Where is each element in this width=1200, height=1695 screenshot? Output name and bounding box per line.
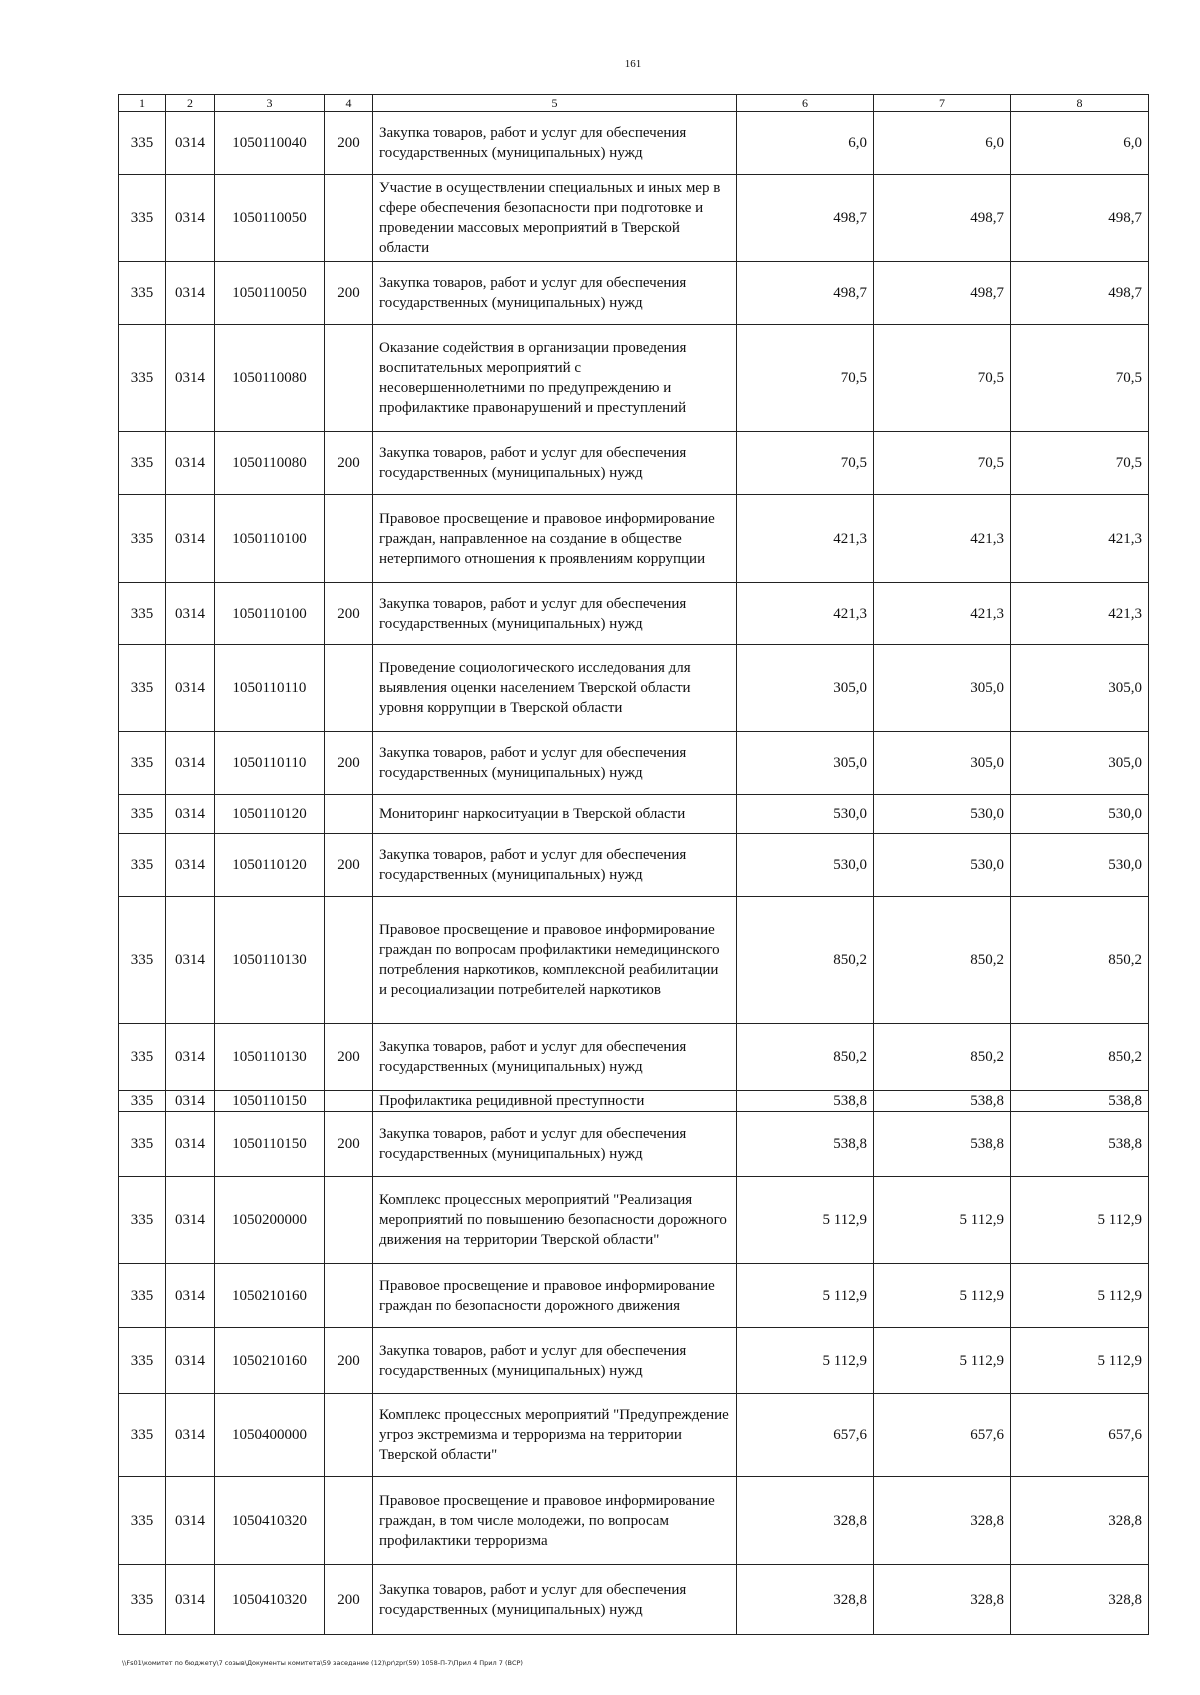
- amount-col8: 498,7: [1011, 262, 1149, 325]
- table-row: [119, 432, 1149, 495]
- amount-col7: 657,6: [874, 1394, 1011, 1477]
- ministry-code: 335: [119, 175, 166, 262]
- row-description: Закупка товаров, работ и услуг для обеспечения государственных (муниципальных) нужд: [373, 112, 737, 175]
- row-description: Закупка товаров, работ и услуг для обеспечения государственных (муниципальных) нужд: [373, 732, 737, 795]
- row-description: Закупка товаров, работ и услуг для обеспечения государственных (муниципальных) нужд: [373, 262, 737, 325]
- target-code: 1050110080: [215, 432, 325, 495]
- ministry-code: 335: [119, 495, 166, 583]
- amount-col6: 6,0: [737, 112, 874, 175]
- header-cell: 5: [373, 95, 737, 112]
- section-code: 0314: [166, 645, 215, 732]
- ministry-code: 335: [119, 1091, 166, 1112]
- amount-col7: 70,5: [874, 432, 1011, 495]
- target-code: 1050110050: [215, 262, 325, 325]
- row-description: Правовое просвещение и правовое информирование граждан по вопросам профилактики немедицинского потребления наркотиков, комплексной реабилитации и ресоциализации потребителей наркотиков: [373, 897, 737, 1024]
- target-code: 1050110130: [215, 1024, 325, 1091]
- row-description: Профилактика рецидивной преступности: [373, 1091, 737, 1112]
- target-code: 1050110150: [215, 1091, 325, 1112]
- target-code: 1050110100: [215, 583, 325, 645]
- expense-type: [325, 1091, 373, 1112]
- ministry-code: 335: [119, 1112, 166, 1177]
- amount-col6: 498,7: [737, 175, 874, 262]
- amount-col7: 538,8: [874, 1091, 1011, 1112]
- table-row: [119, 583, 1149, 645]
- ministry-code: 335: [119, 834, 166, 897]
- table-row: [119, 1394, 1149, 1477]
- header-cell: 4: [325, 95, 373, 112]
- row-description: Закупка товаров, работ и услуг для обеспечения государственных (муниципальных) нужд: [373, 834, 737, 897]
- expense-type: [325, 795, 373, 834]
- amount-col8: 530,0: [1011, 834, 1149, 897]
- section-code: 0314: [166, 495, 215, 583]
- row-description: Комплекс процессных мероприятий "Реализация мероприятий по повышению безопасности дорожного движения на территории Тверской области": [373, 1177, 737, 1264]
- amount-col8: 328,8: [1011, 1477, 1149, 1565]
- table-row: [119, 834, 1149, 897]
- section-code: 0314: [166, 1177, 215, 1264]
- target-code: 1050110110: [215, 645, 325, 732]
- section-code: 0314: [166, 175, 215, 262]
- expense-type: 200: [325, 834, 373, 897]
- expense-type: 200: [325, 583, 373, 645]
- amount-col6: 5 112,9: [737, 1177, 874, 1264]
- ministry-code: 335: [119, 1477, 166, 1565]
- amount-col7: 498,7: [874, 175, 1011, 262]
- amount-col8: 421,3: [1011, 495, 1149, 583]
- table-row: [119, 325, 1149, 432]
- amount-col6: 421,3: [737, 495, 874, 583]
- row-description: Правовое просвещение и правовое информирование граждан, направленное на создание в обществе нетерпимого отношения к проявлениям коррупции: [373, 495, 737, 583]
- amount-col8: 850,2: [1011, 897, 1149, 1024]
- amount-col6: 305,0: [737, 732, 874, 795]
- target-code: 1050210160: [215, 1328, 325, 1394]
- amount-col6: 498,7: [737, 262, 874, 325]
- section-code: 0314: [166, 325, 215, 432]
- amount-col7: 328,8: [874, 1565, 1011, 1635]
- amount-col6: 305,0: [737, 645, 874, 732]
- section-code: 0314: [166, 432, 215, 495]
- amount-col7: 421,3: [874, 495, 1011, 583]
- row-description: Комплекс процессных мероприятий "Предупреждение угроз экстремизма и терроризма на территории Тверской области": [373, 1394, 737, 1477]
- section-code: 0314: [166, 732, 215, 795]
- expense-type: 200: [325, 1112, 373, 1177]
- amount-col7: 530,0: [874, 795, 1011, 834]
- table-header-row: [119, 95, 1149, 112]
- expense-type: [325, 325, 373, 432]
- amount-col7: 70,5: [874, 325, 1011, 432]
- amount-col6: 530,0: [737, 795, 874, 834]
- amount-col7: 5 112,9: [874, 1328, 1011, 1394]
- target-code: 1050110130: [215, 897, 325, 1024]
- section-code: 0314: [166, 1565, 215, 1635]
- row-description: Участие в осуществлении специальных и иных мер в сфере обеспечения безопасности при подготовке и проведении массовых мероприятий в Тверской области: [373, 175, 737, 262]
- amount-col7: 305,0: [874, 645, 1011, 732]
- ministry-code: 335: [119, 1264, 166, 1328]
- table-row: [119, 1024, 1149, 1091]
- header-cell: 6: [737, 95, 874, 112]
- section-code: 0314: [166, 1091, 215, 1112]
- section-code: 0314: [166, 834, 215, 897]
- target-code: 1050110080: [215, 325, 325, 432]
- ministry-code: 335: [119, 583, 166, 645]
- budget-table: [118, 94, 1149, 1635]
- header-cell: 1: [119, 95, 166, 112]
- table-row: [119, 645, 1149, 732]
- amount-col7: 850,2: [874, 1024, 1011, 1091]
- expense-type: [325, 495, 373, 583]
- expense-type: [325, 1394, 373, 1477]
- section-code: 0314: [166, 1328, 215, 1394]
- expense-type: [325, 175, 373, 262]
- table-row: [119, 1264, 1149, 1328]
- amount-col6: 530,0: [737, 834, 874, 897]
- amount-col6: 421,3: [737, 583, 874, 645]
- file-path-footer: \\Fs01\комитет по бюджету\7 созыв\Документы комитета\59 заседание (12)\pr\zpr(59) 1058-П-7\Прил 4 Прил 7 (ВСР): [122, 1659, 523, 1667]
- amount-col7: 328,8: [874, 1477, 1011, 1565]
- table-row: [119, 1477, 1149, 1565]
- row-description: Закупка товаров, работ и услуг для обеспечения государственных (муниципальных) нужд: [373, 1565, 737, 1635]
- ministry-code: 335: [119, 325, 166, 432]
- expense-type: 200: [325, 112, 373, 175]
- amount-col6: 538,8: [737, 1091, 874, 1112]
- expense-type: [325, 1177, 373, 1264]
- amount-col6: 5 112,9: [737, 1328, 874, 1394]
- section-code: 0314: [166, 112, 215, 175]
- ministry-code: 335: [119, 1024, 166, 1091]
- table-row: [119, 1565, 1149, 1635]
- amount-col7: 421,3: [874, 583, 1011, 645]
- header-cell: 3: [215, 95, 325, 112]
- target-code: 1050410320: [215, 1565, 325, 1635]
- row-description: Закупка товаров, работ и услуг для обеспечения государственных (муниципальных) нужд: [373, 1024, 737, 1091]
- target-code: 1050410320: [215, 1477, 325, 1565]
- target-code: 1050110110: [215, 732, 325, 795]
- target-code: 1050110120: [215, 795, 325, 834]
- expense-type: [325, 897, 373, 1024]
- table-row: [119, 1328, 1149, 1394]
- section-code: 0314: [166, 583, 215, 645]
- target-code: 1050110150: [215, 1112, 325, 1177]
- table-row: [119, 112, 1149, 175]
- amount-col6: 70,5: [737, 432, 874, 495]
- row-description: Мониторинг наркоситуации в Тверской области: [373, 795, 737, 834]
- expense-type: 200: [325, 1024, 373, 1091]
- header-cell: 8: [1011, 95, 1149, 112]
- table-row: [119, 897, 1149, 1024]
- amount-col7: 6,0: [874, 112, 1011, 175]
- amount-col6: 850,2: [737, 897, 874, 1024]
- row-description: Закупка товаров, работ и услуг для обеспечения государственных (муниципальных) нужд: [373, 583, 737, 645]
- amount-col7: 305,0: [874, 732, 1011, 795]
- amount-col7: 5 112,9: [874, 1264, 1011, 1328]
- section-code: 0314: [166, 1264, 215, 1328]
- amount-col6: 850,2: [737, 1024, 874, 1091]
- section-code: 0314: [166, 795, 215, 834]
- row-description: Закупка товаров, работ и услуг для обеспечения государственных (муниципальных) нужд: [373, 432, 737, 495]
- ministry-code: 335: [119, 1565, 166, 1635]
- amount-col8: 498,7: [1011, 175, 1149, 262]
- row-description: Закупка товаров, работ и услуг для обеспечения государственных (муниципальных) нужд: [373, 1328, 737, 1394]
- amount-col6: 657,6: [737, 1394, 874, 1477]
- amount-col6: 5 112,9: [737, 1264, 874, 1328]
- table-row: [119, 795, 1149, 834]
- amount-col8: 70,5: [1011, 325, 1149, 432]
- header-cell: 2: [166, 95, 215, 112]
- expense-type: [325, 1264, 373, 1328]
- ministry-code: 335: [119, 262, 166, 325]
- amount-col6: 328,8: [737, 1565, 874, 1635]
- ministry-code: 335: [119, 732, 166, 795]
- amount-col6: 538,8: [737, 1112, 874, 1177]
- table-row: [119, 262, 1149, 325]
- amount-col8: 305,0: [1011, 732, 1149, 795]
- expense-type: 200: [325, 1328, 373, 1394]
- amount-col7: 5 112,9: [874, 1177, 1011, 1264]
- ministry-code: 335: [119, 795, 166, 834]
- amount-col8: 70,5: [1011, 432, 1149, 495]
- header-cell: 7: [874, 95, 1011, 112]
- target-code: 1050110050: [215, 175, 325, 262]
- amount-col7: 530,0: [874, 834, 1011, 897]
- table-row: [119, 1091, 1149, 1112]
- amount-col7: 498,7: [874, 262, 1011, 325]
- row-description: Оказание содействия в организации проведения воспитательных мероприятий с несовершеннолетними по предупреждению и профилактике правонарушений и преступлений: [373, 325, 737, 432]
- row-description: Правовое просвещение и правовое информирование граждан по безопасности дорожного движения: [373, 1264, 737, 1328]
- amount-col8: 305,0: [1011, 645, 1149, 732]
- amount-col8: 530,0: [1011, 795, 1149, 834]
- amount-col7: 850,2: [874, 897, 1011, 1024]
- expense-type: 200: [325, 732, 373, 795]
- row-description: Проведение социологического исследования для выявления оценки населением Тверской области уровня коррупции в Тверской области: [373, 645, 737, 732]
- table-row: [119, 1177, 1149, 1264]
- expense-type: 200: [325, 262, 373, 325]
- amount-col8: 850,2: [1011, 1024, 1149, 1091]
- amount-col8: 657,6: [1011, 1394, 1149, 1477]
- ministry-code: 335: [119, 1328, 166, 1394]
- table-row: [119, 732, 1149, 795]
- amount-col8: 421,3: [1011, 583, 1149, 645]
- row-description: Правовое просвещение и правовое информирование граждан, в том числе молодежи, по вопросам профилактики терроризма: [373, 1477, 737, 1565]
- expense-type: [325, 645, 373, 732]
- target-code: 1050210160: [215, 1264, 325, 1328]
- ministry-code: 335: [119, 645, 166, 732]
- amount-col8: 6,0: [1011, 112, 1149, 175]
- target-code: 1050110120: [215, 834, 325, 897]
- amount-col8: 328,8: [1011, 1565, 1149, 1635]
- ministry-code: 335: [119, 1394, 166, 1477]
- section-code: 0314: [166, 897, 215, 1024]
- section-code: 0314: [166, 1024, 215, 1091]
- section-code: 0314: [166, 1477, 215, 1565]
- target-code: 1050110040: [215, 112, 325, 175]
- table-row: [119, 495, 1149, 583]
- ministry-code: 335: [119, 432, 166, 495]
- amount-col7: 538,8: [874, 1112, 1011, 1177]
- ministry-code: 335: [119, 897, 166, 1024]
- amount-col8: 5 112,9: [1011, 1328, 1149, 1394]
- target-code: 1050110100: [215, 495, 325, 583]
- target-code: 1050400000: [215, 1394, 325, 1477]
- page-number: 161: [624, 58, 642, 70]
- amount-col6: 70,5: [737, 325, 874, 432]
- amount-col6: 328,8: [737, 1477, 874, 1565]
- amount-col8: 5 112,9: [1011, 1264, 1149, 1328]
- amount-col8: 538,8: [1011, 1112, 1149, 1177]
- amount-col8: 5 112,9: [1011, 1177, 1149, 1264]
- ministry-code: 335: [119, 112, 166, 175]
- amount-col8: 538,8: [1011, 1091, 1149, 1112]
- section-code: 0314: [166, 262, 215, 325]
- table-row: [119, 1112, 1149, 1177]
- table-row: [119, 175, 1149, 262]
- expense-type: [325, 1477, 373, 1565]
- target-code: 1050200000: [215, 1177, 325, 1264]
- row-description: Закупка товаров, работ и услуг для обеспечения государственных (муниципальных) нужд: [373, 1112, 737, 1177]
- expense-type: 200: [325, 432, 373, 495]
- section-code: 0314: [166, 1394, 215, 1477]
- ministry-code: 335: [119, 1177, 166, 1264]
- expense-type: 200: [325, 1565, 373, 1635]
- section-code: 0314: [166, 1112, 215, 1177]
